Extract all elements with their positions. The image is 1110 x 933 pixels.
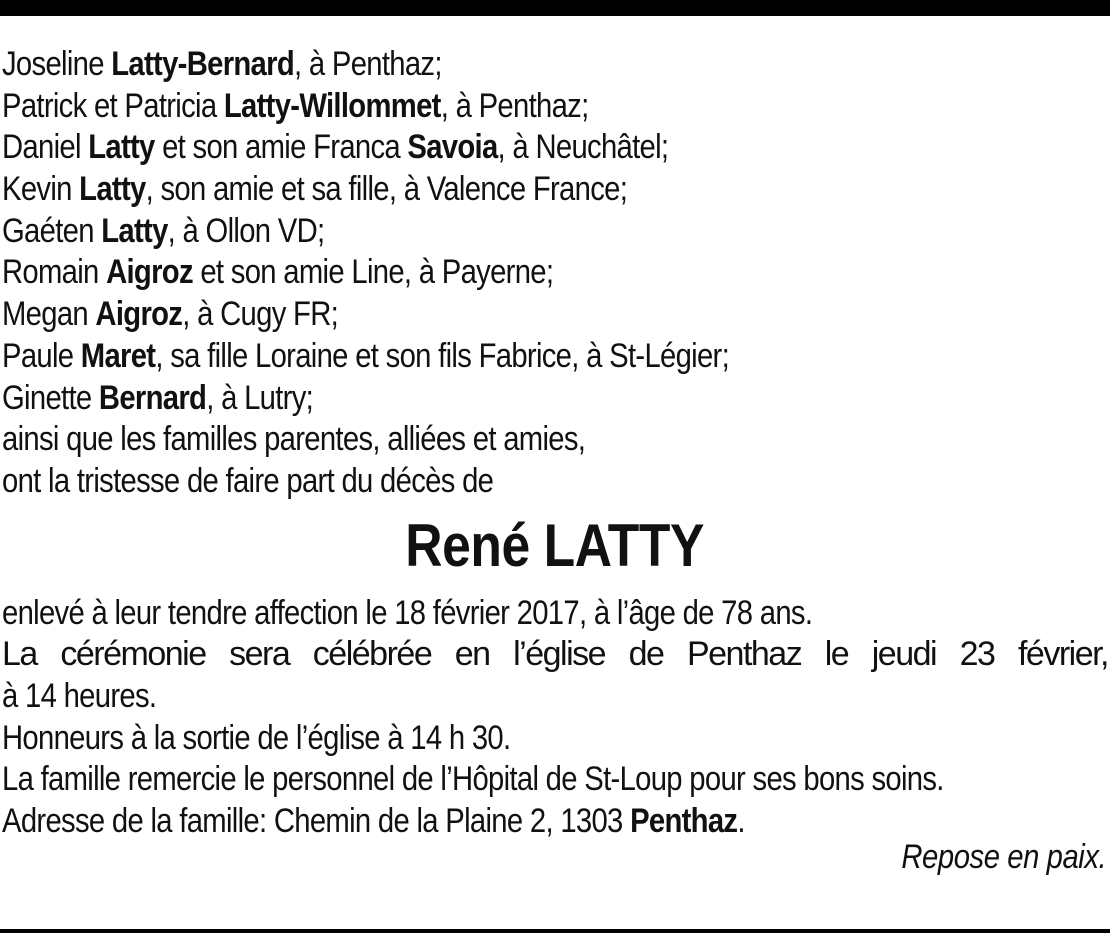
closing-phrase: Repose en paix. [901,838,1106,876]
family-line: Paule Maret, sa fille Loraine et son fils Fabrice, à St-Légier; [2,336,730,375]
surname: Latty [88,128,155,167]
family-line: Kevin Latty, son amie et sa fille, à Valence France; [2,170,628,209]
family-line: Romain Aigroz et son amie Line, à Payerne; [2,253,554,292]
top-rule [0,0,1110,16]
ceremony-line: La cérémonie sera célébrée en l’église de Penthaz le jeudi 23 février, [2,635,1108,674]
family-line: Megan Aigroz, à Cugy FR; [2,295,339,334]
surname: Savoia [407,128,498,167]
intro-line: ont la tristesse de faire part du décès de [2,461,494,500]
honours-line: Honneurs à la sortie de l’église à 14 h 30. [2,718,511,757]
surname: Latty-Bernard [111,45,294,83]
family-line: Joseline Latty-Bernard, à Penthaz; [2,45,442,83]
deceased-block [2,509,1108,583]
surname: Latty-Willommet [223,86,441,125]
family-line: Patrick et Patricia Latty-Willommet, à Penthaz; [2,86,589,125]
family-line: Ginette Bernard, à Lutry; [2,378,314,417]
surname: Aigroz [106,253,193,292]
surname: Latty [79,170,146,209]
surname: Latty [101,211,168,250]
surname: Bernard [98,378,207,417]
ceremony-time-line: à 14 heures. [2,676,157,715]
death-date-line: enlevé à leur tendre affection le 18 février 2017, à l’âge de 78 ans. [2,593,813,632]
address-line: Adresse de la famille: Chemin de la Plaine 2, 1303 Penthaz. [2,802,745,840]
family-line: Daniel Latty et son amie Franca Savoia, à Neuchâtel; [2,128,669,167]
surname: Aigroz [95,295,183,334]
thanks-line: La famille remercie le personnel de l’Hôpital de St-Loup pour ses bons soins. [2,760,944,799]
intro-line: ainsi que les familles parentes, alliées et amies, [2,420,586,459]
surname: Maret [80,336,156,375]
bottom-rule [0,929,1110,933]
deceased-name: René LATTY [405,511,705,579]
address-town: Penthaz [630,802,738,840]
family-line: Gaéten Latty, à Ollon VD; [2,211,325,250]
obituary-notice [2,44,1108,843]
